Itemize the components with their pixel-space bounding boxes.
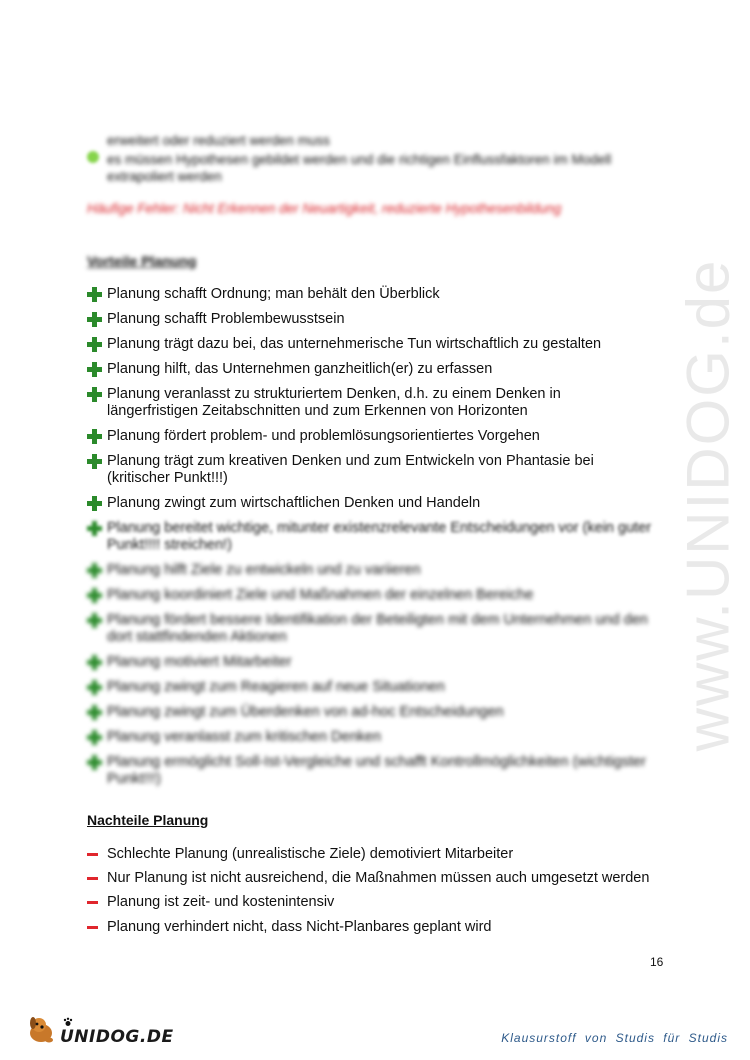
vorteil-text: Planung motiviert Mitarbeiter [107,654,292,670]
vorteil-text: Planung bereitet wichtige, mitunter existenzrelevante Entscheidungen vor (kein guter [107,520,652,536]
plus-icon [87,454,102,469]
plus-icon [87,705,102,720]
paw-icon [63,1017,73,1027]
section-heading-nachteile: Nachteile Planung [87,812,209,828]
vorteil-text-continued: Punkt!!!) [107,771,161,787]
page-number: 16 [650,955,664,969]
minus-icon [87,901,98,904]
vorteil-text: Planung zwingt zum Reagieren auf neue Situationen [107,679,445,695]
vorteil-text: Planung koordiniert Ziele und Maßnahmen der einzelnen Bereiche [107,587,534,603]
footer-tagline: Klausurstoff von Studis für Studis [501,1031,728,1045]
nachteil-text: Planung verhindert nicht, dass Nicht-Planbares geplant wird [107,919,492,935]
unidog-logo [25,1013,174,1049]
vorteil-text: Planung trägt dazu bei, das unternehmerische Tun wirtschaftlich zu gestalten [107,336,602,352]
vorteil-text: Planung ermöglicht Soll-Ist-Vergleiche und schafft Kontrollmöglichkeiten (wichtigster [107,754,646,770]
vorteil-text-continued: Punkt!!!! streichen!) [107,537,232,553]
blurred-line: erweitert oder reduziert werden muss [107,133,330,148]
vorteil-text: Planung fördert bessere Identifikation der Beteiligten mit dem Unternehmen und den [107,612,648,628]
watermark: www.UNIDOG.de [674,258,742,752]
plus-icon [87,680,102,695]
plus-icon [87,312,102,327]
plus-icon [87,655,102,670]
vorteil-text: Planung hilft Ziele zu entwickeln und zu variieren [107,562,421,578]
section-heading-vorteile: Vorteile Planung [87,253,197,269]
plus-icon [87,755,102,770]
blurred-line: es müssen Hypothesen gebildet werden und die richtigen Einflussfaktoren im Modell [107,152,612,167]
plus-icon [87,429,102,444]
nachteil-text: Planung ist zeit- und kostenintensiv [107,894,335,910]
plus-icon [87,613,102,628]
minus-icon [87,853,98,856]
nachteil-text: Schlechte Planung (unrealistische Ziele) demotiviert Mitarbeiter [107,846,514,862]
vorteil-text: Planung trägt zum kreativen Denken und zum Entwickeln von Phantasie bei [107,453,594,469]
plus-icon [87,496,102,511]
logo-text: UNIDOG.DE [60,1027,174,1047]
vorteil-text: Planung zwingt zum Überdenken von ad-hoc Entscheidungen [107,704,504,720]
vorteil-text: Planung fördert problem- und problemlösungsorientiertes Vorgehen [107,428,540,444]
nachteil-text: Nur Planung ist nicht ausreichend, die Maßnahmen müssen auch umgesetzt werden [107,870,650,886]
error-note: Häufige Fehler: Nicht Erkennen der Neuartigkeit, reduzierte Hypothesenbildung [87,201,562,216]
plus-icon [87,337,102,352]
plus-icon [87,563,102,578]
plus-icon [87,588,102,603]
dog-icon [25,1013,59,1047]
vorteil-text: Planung hilft, das Unternehmen ganzheitlich(er) zu erfassen [107,361,493,377]
green-dot-bullet-icon [87,151,99,163]
vorteil-text: Planung veranlasst zum kritischen Denken [107,729,382,745]
vorteil-text: Planung zwingt zum wirtschaftlichen Denken und Handeln [107,495,481,511]
plus-icon [87,387,102,402]
vorteil-text-continued: (kritischer Punkt!!!) [107,470,228,486]
blurred-line: extrapoliert werden [107,169,222,184]
minus-icon [87,926,98,929]
plus-icon [87,287,102,302]
vorteil-text-continued: dort stattfindenden Aktionen [107,629,287,645]
minus-icon [87,877,98,880]
plus-icon [87,362,102,377]
vorteil-text-continued: längerfristigen Zeitabschnitten und zum Erkennen von Horizonten [107,403,528,419]
plus-icon [87,730,102,745]
vorteil-text: Planung schafft Ordnung; man behält den Überblick [107,286,440,302]
plus-icon [87,521,102,536]
vorteil-text: Planung schafft Problembewusstsein [107,311,345,327]
vorteil-text: Planung veranlasst zu strukturiertem Denken, d.h. zu einem Denken in [107,386,561,402]
